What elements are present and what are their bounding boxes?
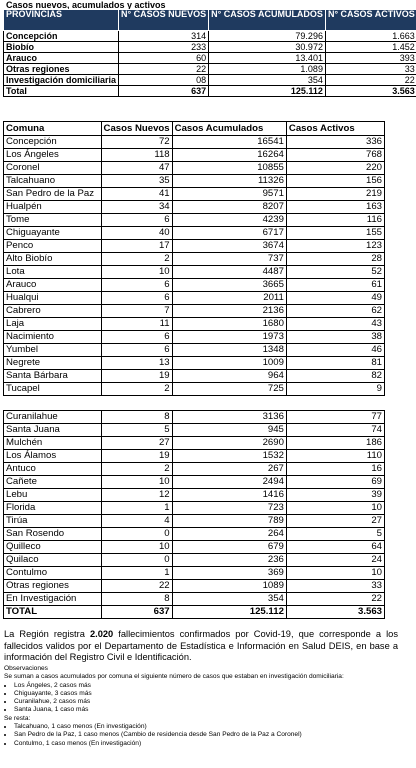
comuna-row — [4, 175, 385, 188]
row-label-cell: Concepción — [4, 31, 119, 42]
value-cell: 4487 — [172, 266, 286, 279]
value-cell: 354 — [172, 593, 286, 606]
value-cell: 5 — [101, 424, 172, 437]
row-label-cell: San Rosendo — [4, 528, 102, 541]
value-cell: 22 — [325, 75, 416, 86]
value-cell: 2 — [101, 463, 172, 476]
row-label-cell: Otras regiones — [4, 64, 119, 75]
province-row — [4, 31, 416, 42]
value-cell: 4 — [101, 515, 172, 528]
comuna-row — [4, 240, 385, 253]
value-cell: 77 — [286, 411, 384, 424]
value-cell: 2690 — [172, 437, 286, 450]
value-cell: 30.972 — [209, 42, 326, 53]
comuna-row — [4, 214, 385, 227]
value-cell: 16 — [286, 463, 384, 476]
value-cell: 1.089 — [209, 64, 326, 75]
value-cell: 40 — [101, 227, 172, 240]
value-cell: 08 — [119, 75, 209, 86]
comuna-row — [4, 266, 385, 279]
row-label-cell: Total — [4, 86, 119, 97]
value-cell: 47 — [101, 162, 172, 175]
observations-heading: Observaciones — [4, 665, 48, 672]
row-label-cell: Coronel — [4, 162, 102, 175]
comuna-row — [4, 593, 385, 606]
row-label-cell: Penco — [4, 240, 102, 253]
row-label-cell: Concepción — [4, 136, 102, 149]
comuna-row — [4, 424, 385, 437]
value-cell: 6 — [101, 279, 172, 292]
comuna-row — [4, 357, 385, 370]
value-cell: 155 — [286, 227, 384, 240]
observation-item: • Chiguayante, 3 casos más — [14, 690, 396, 698]
province-row — [4, 42, 416, 53]
value-cell: 737 — [172, 253, 286, 266]
value-cell: 220 — [286, 162, 384, 175]
value-cell: 354 — [209, 75, 326, 86]
value-cell: 3665 — [172, 279, 286, 292]
row-label-cell: Tirúa — [4, 515, 102, 528]
value-cell: 2 — [101, 383, 172, 396]
value-cell: 22 — [119, 64, 209, 75]
added-cases-list — [4, 682, 396, 715]
row-label-cell: Yumbel — [4, 344, 102, 357]
note-text-after: fallecimientos confirmados por Covid-19, que corresponde a los fallecidos validos por el Departamento de Estadística e Información en Salud DEIS, en base a información del Registro Civil e Identificación. — [4, 629, 398, 662]
comuna-row — [4, 528, 385, 541]
value-cell: 1089 — [172, 580, 286, 593]
value-cell: 33 — [286, 580, 384, 593]
value-cell: 1 — [101, 567, 172, 580]
value-cell: 16264 — [172, 149, 286, 162]
separator-cell — [172, 396, 286, 411]
value-cell: 723 — [172, 502, 286, 515]
row-label-cell: Los Ángeles — [4, 149, 102, 162]
value-cell: 393 — [325, 53, 416, 64]
value-cell: 964 — [172, 370, 286, 383]
value-cell: 8207 — [172, 201, 286, 214]
comuna-row — [4, 476, 385, 489]
value-cell: 314 — [119, 31, 209, 42]
comuna-row — [4, 567, 385, 580]
value-cell: 12 — [101, 489, 172, 502]
value-cell: 1348 — [172, 344, 286, 357]
value-cell: 1680 — [172, 318, 286, 331]
row-label-cell: Cabrero — [4, 305, 102, 318]
row-label-cell: Quilleco — [4, 541, 102, 554]
comuna-row — [4, 227, 385, 240]
comuna-row — [4, 411, 385, 424]
comunas-table — [3, 121, 385, 619]
value-cell: 69 — [286, 476, 384, 489]
value-cell: 82 — [286, 370, 384, 383]
value-cell: 13 — [101, 357, 172, 370]
note-text-before: La Región registra — [4, 629, 90, 639]
value-cell: 52 — [286, 266, 384, 279]
value-cell: 123 — [286, 240, 384, 253]
value-cell: 233 — [119, 42, 209, 53]
fatalities-count: 2.020 — [89, 629, 114, 639]
row-label-cell: Otras regiones — [4, 580, 102, 593]
value-cell: 1416 — [172, 489, 286, 502]
value-cell: 13.401 — [209, 53, 326, 64]
value-cell: 1.663 — [325, 31, 416, 42]
comuna-row — [4, 149, 385, 162]
value-cell: 19 — [101, 450, 172, 463]
value-cell: 3.563 — [286, 606, 384, 619]
row-label-cell: Los Álamos — [4, 450, 102, 463]
value-cell: 679 — [172, 541, 286, 554]
comuna-row — [4, 201, 385, 214]
value-cell: 8 — [101, 411, 172, 424]
comuna-row — [4, 292, 385, 305]
comuna-row — [4, 383, 385, 396]
value-cell: 1.452 — [325, 42, 416, 53]
value-cell: 116 — [286, 214, 384, 227]
column-header-casos-nuevos: Casos Nuevos — [101, 122, 172, 136]
value-cell: 33 — [325, 64, 416, 75]
comuna-row — [4, 450, 385, 463]
separator-cell — [101, 396, 172, 411]
province-row — [4, 53, 416, 64]
value-cell: 64 — [286, 541, 384, 554]
observation-item: • Curanilahue, 2 casos más — [14, 698, 396, 706]
value-cell: 2494 — [172, 476, 286, 489]
comunas-header-row — [4, 122, 385, 136]
value-cell: 3674 — [172, 240, 286, 253]
row-label-cell: Laja — [4, 318, 102, 331]
row-label-cell: Contulmo — [4, 567, 102, 580]
row-label-cell: San Pedro de la Paz — [4, 188, 102, 201]
value-cell: 22 — [101, 580, 172, 593]
comuna-row — [4, 515, 385, 528]
comuna-row — [4, 305, 385, 318]
subtracted-cases-list — [4, 723, 396, 748]
value-cell: 6 — [101, 344, 172, 357]
value-cell: 27 — [286, 515, 384, 528]
value-cell: 38 — [286, 331, 384, 344]
value-cell: 2 — [101, 253, 172, 266]
provinces-header-row — [4, 10, 416, 31]
row-label-cell: Antuco — [4, 463, 102, 476]
column-header-casos-nuevos: N° CASOS NUEVOS — [119, 10, 209, 31]
separator-cell — [4, 396, 102, 411]
value-cell: 8 — [101, 593, 172, 606]
row-label-cell: Mulchén — [4, 437, 102, 450]
value-cell: 369 — [172, 567, 286, 580]
value-cell: 0 — [101, 528, 172, 541]
column-header-casos-acumulados: N° CASOS ACUMULADOS — [209, 10, 326, 31]
value-cell: 219 — [286, 188, 384, 201]
provinces-table — [3, 9, 416, 97]
row-label-cell: Hualpén — [4, 201, 102, 214]
value-cell: 1009 — [172, 357, 286, 370]
comuna-row — [4, 188, 385, 201]
value-cell: 10 — [101, 541, 172, 554]
value-cell: 1 — [101, 502, 172, 515]
observations-intro: Se suman a casos acumulados por comuna el siguiente número de casos que estaban en investigación domiciliaria: — [4, 673, 344, 681]
value-cell: 1532 — [172, 450, 286, 463]
value-cell: 74 — [286, 424, 384, 437]
value-cell: 264 — [172, 528, 286, 541]
comuna-row — [4, 502, 385, 515]
separator-cell — [286, 396, 384, 411]
value-cell: 3136 — [172, 411, 286, 424]
value-cell: 10855 — [172, 162, 286, 175]
value-cell: 336 — [286, 136, 384, 149]
comuna-row — [4, 463, 385, 476]
value-cell: 236 — [172, 554, 286, 567]
value-cell: 2011 — [172, 292, 286, 305]
value-cell: 10 — [286, 502, 384, 515]
row-label-cell: Lota — [4, 266, 102, 279]
column-header-casos-activos: Casos Activos — [286, 122, 384, 136]
value-cell: 5 — [286, 528, 384, 541]
province-row — [4, 75, 416, 86]
value-cell: 46 — [286, 344, 384, 357]
group-separator — [4, 396, 385, 411]
value-cell: 49 — [286, 292, 384, 305]
value-cell: 24 — [286, 554, 384, 567]
value-cell: 186 — [286, 437, 384, 450]
value-cell: 7 — [101, 305, 172, 318]
row-label-cell: Negrete — [4, 357, 102, 370]
comuna-row — [4, 253, 385, 266]
value-cell: 10 — [286, 567, 384, 580]
comuna-row — [4, 370, 385, 383]
row-label-cell: Quilaco — [4, 554, 102, 567]
observations — [4, 665, 396, 748]
comunas-total-row — [4, 606, 385, 619]
value-cell: 125.112 — [209, 86, 326, 97]
observation-item: • Santa Juana, 1 caso más — [14, 706, 396, 714]
row-label-cell: Lebu — [4, 489, 102, 502]
row-label-cell: Florida — [4, 502, 102, 515]
row-label-cell: Arauco — [4, 279, 102, 292]
value-cell: 22 — [286, 593, 384, 606]
comuna-row — [4, 318, 385, 331]
value-cell: 39 — [286, 489, 384, 502]
row-label-cell: Santa Bárbara — [4, 370, 102, 383]
value-cell: 41 — [101, 188, 172, 201]
value-cell: 27 — [101, 437, 172, 450]
value-cell: 28 — [286, 253, 384, 266]
value-cell: 9571 — [172, 188, 286, 201]
value-cell: 1973 — [172, 331, 286, 344]
value-cell: 118 — [101, 149, 172, 162]
value-cell: 6 — [101, 292, 172, 305]
row-label-cell: Tucapel — [4, 383, 102, 396]
value-cell: 17 — [101, 240, 172, 253]
value-cell: 6 — [101, 214, 172, 227]
row-label-cell: Cañete — [4, 476, 102, 489]
row-label-cell: En Investigación — [4, 593, 102, 606]
column-header-casos-activos: N° CASOS ACTIVOS — [325, 10, 416, 31]
value-cell: 267 — [172, 463, 286, 476]
value-cell: 110 — [286, 450, 384, 463]
value-cell: 637 — [101, 606, 172, 619]
value-cell: 43 — [286, 318, 384, 331]
row-label-cell: Hualqui — [4, 292, 102, 305]
value-cell: 19 — [101, 370, 172, 383]
value-cell: 16541 — [172, 136, 286, 149]
value-cell: 60 — [119, 53, 209, 64]
value-cell: 79.296 — [209, 31, 326, 42]
value-cell: 0 — [101, 554, 172, 567]
value-cell: 81 — [286, 357, 384, 370]
comuna-row — [4, 331, 385, 344]
column-header-comuna: Comuna — [4, 122, 102, 136]
value-cell: 9 — [286, 383, 384, 396]
row-label-cell: TOTAL — [4, 606, 102, 619]
provinces-total-row — [4, 86, 416, 97]
row-label-cell: Alto Biobío — [4, 253, 102, 266]
value-cell: 10 — [101, 266, 172, 279]
observation-item: • San Pedro de la Paz, 1 caso menos (Cambio de residencia desde San Pedro de la Paz a Coronel) — [14, 731, 396, 739]
row-label-cell: Curanilahue — [4, 411, 102, 424]
row-label-cell: Investigación domiciliaria — [4, 75, 119, 86]
row-label-cell: Biobío — [4, 42, 119, 53]
comuna-row — [4, 580, 385, 593]
fatalities-note — [4, 629, 398, 664]
row-label-cell: Arauco — [4, 53, 119, 64]
value-cell: 2136 — [172, 305, 286, 318]
value-cell: 725 — [172, 383, 286, 396]
value-cell: 163 — [286, 201, 384, 214]
value-cell: 945 — [172, 424, 286, 437]
row-label-cell: Talcahuano — [4, 175, 102, 188]
comuna-row — [4, 136, 385, 149]
comuna-row — [4, 437, 385, 450]
observation-item: • Talcahuano, 1 caso menos (En investigación) — [14, 723, 396, 731]
column-header-casos-acumulados: Casos Acumulados — [172, 122, 286, 136]
value-cell: 62 — [286, 305, 384, 318]
value-cell: 156 — [286, 175, 384, 188]
value-cell: 637 — [119, 86, 209, 97]
row-label-cell: Santa Juana — [4, 424, 102, 437]
value-cell: 10 — [101, 476, 172, 489]
value-cell: 6717 — [172, 227, 286, 240]
value-cell: 11326 — [172, 175, 286, 188]
column-header-provincias: PROVINCIAS — [4, 10, 119, 31]
value-cell: 61 — [286, 279, 384, 292]
value-cell: 35 — [101, 175, 172, 188]
row-label-cell: Nacimiento — [4, 331, 102, 344]
value-cell: 768 — [286, 149, 384, 162]
value-cell: 3.563 — [325, 86, 416, 97]
value-cell: 34 — [101, 201, 172, 214]
row-label-cell: Chiguayante — [4, 227, 102, 240]
value-cell: 789 — [172, 515, 286, 528]
subtract-heading: Se resta: — [4, 714, 31, 722]
comuna-row — [4, 541, 385, 554]
province-row — [4, 64, 416, 75]
row-label-cell: Tome — [4, 214, 102, 227]
value-cell: 4239 — [172, 214, 286, 227]
comuna-row — [4, 489, 385, 502]
comuna-row — [4, 554, 385, 567]
value-cell: 72 — [101, 136, 172, 149]
comuna-row — [4, 162, 385, 175]
comuna-row — [4, 344, 385, 357]
value-cell: 6 — [101, 331, 172, 344]
observation-item: • Los Ángeles, 2 casos más — [14, 682, 396, 690]
value-cell: 11 — [101, 318, 172, 331]
observation-item: • Contulmo, 1 caso menos (En investigación) — [14, 740, 396, 748]
value-cell: 125.112 — [172, 606, 286, 619]
page-title: Casos nuevos, acumulados y activos — [6, 0, 166, 10]
comuna-row — [4, 279, 385, 292]
